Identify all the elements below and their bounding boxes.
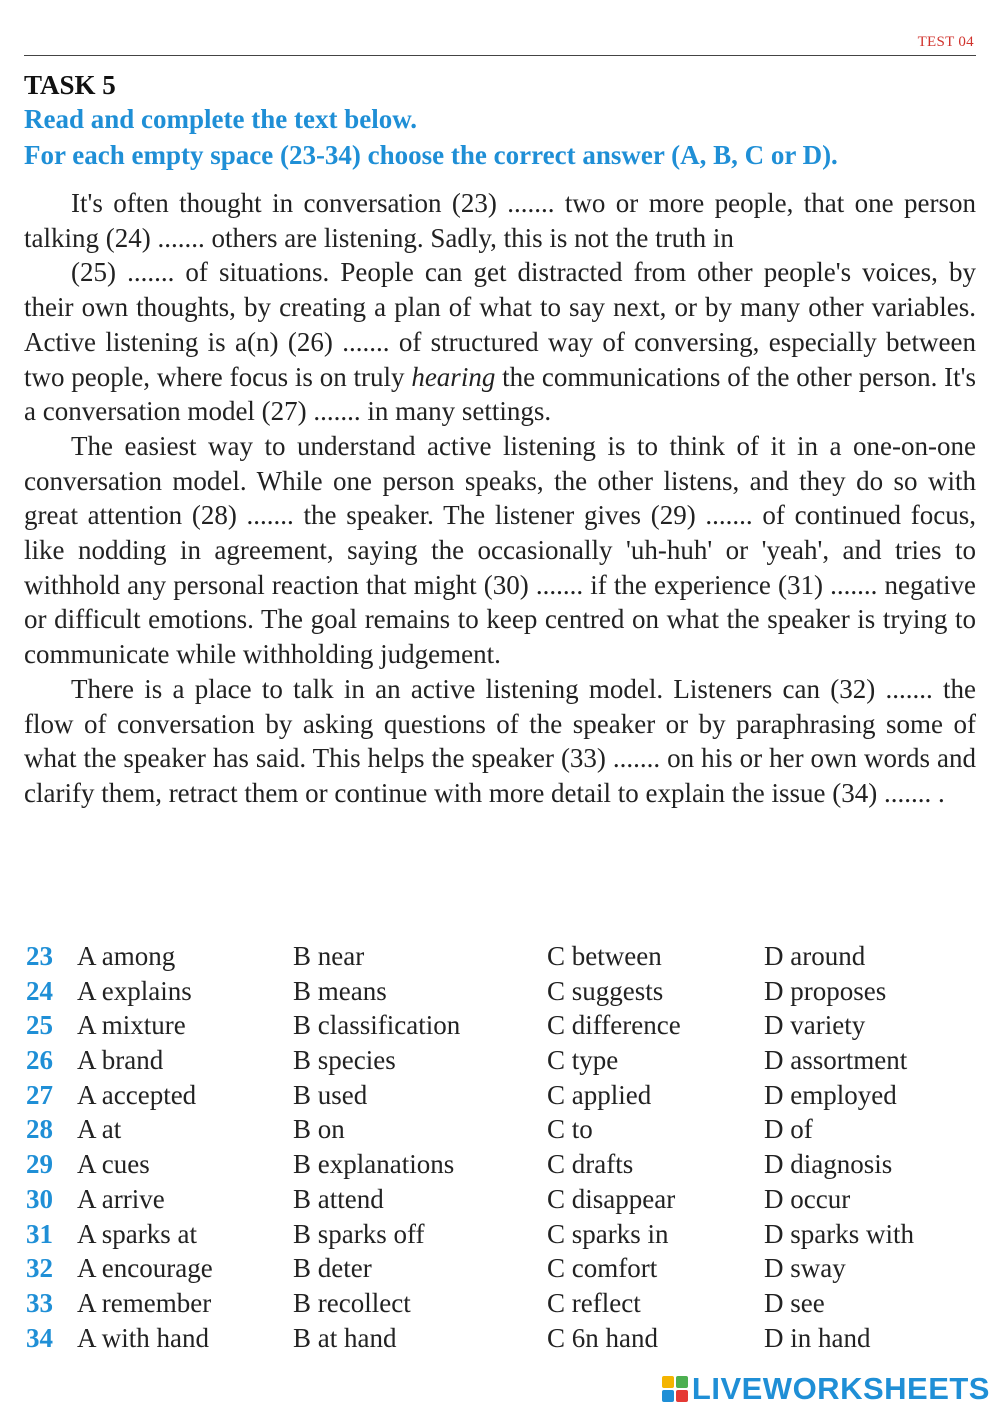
option-b[interactable]: B sparks off (293, 1218, 425, 1249)
option-d[interactable]: D sway (764, 1253, 846, 1284)
option-c[interactable]: C between (547, 941, 662, 971)
option-a[interactable]: A explains (77, 975, 192, 1006)
option-d[interactable]: D diagnosis (764, 1149, 893, 1180)
instruction-read: Read and complete the text below. (24, 104, 417, 134)
option-d[interactable]: D occur (764, 1183, 851, 1214)
option-b[interactable]: B at hand (293, 1322, 397, 1353)
logo-square-4 (676, 1390, 688, 1402)
option-c[interactable]: C reflect (547, 1287, 641, 1318)
option-c[interactable]: C difference (547, 1010, 681, 1041)
option-a[interactable]: A at (77, 1114, 122, 1145)
passage-paragraph-4: There is a place to talk in an active listening model. Listeners can (32) ....... the flow of conversation by asking questions of the speaker or by paraphrasing some of what the speaker has said. This helps the speaker (33) ....... on his or her own words and clarify them, retract them or continue with more detail to explain the issue (34) ....... . (24, 673, 976, 808)
option-a[interactable]: A mixture (77, 1010, 186, 1041)
logo-square-2 (676, 1376, 688, 1388)
question-number: 31 (26, 1218, 53, 1249)
option-c[interactable]: C 6n hand (547, 1322, 658, 1353)
option-c[interactable]: C drafts (547, 1149, 634, 1180)
question-number: 34 (26, 1322, 53, 1353)
question-number: 29 (26, 1149, 53, 1180)
question-row (24, 939, 976, 974)
question-row (24, 1217, 976, 1252)
option-d[interactable]: D assortment (764, 1045, 908, 1076)
question-row (24, 1182, 976, 1217)
option-c[interactable]: C suggests (547, 975, 664, 1006)
option-d[interactable]: D around (764, 941, 866, 971)
test-label: TEST 04 (917, 34, 974, 50)
header-rule (24, 55, 976, 56)
option-d[interactable]: D in hand (764, 1322, 871, 1353)
option-a[interactable]: A accepted (77, 1079, 197, 1110)
option-b[interactable]: B on (293, 1114, 345, 1145)
option-d[interactable]: D employed (764, 1079, 897, 1110)
question-row (24, 1043, 976, 1078)
option-c[interactable]: C disappear (547, 1183, 676, 1214)
passage-paragraph-2-end: the communications of the other person. It's a conversation model (27) ....... in many settings. (24, 361, 976, 427)
task-title: TASK 5 (24, 70, 116, 100)
question-number: 27 (26, 1079, 53, 1110)
option-a[interactable]: A with hand (77, 1322, 209, 1353)
option-c[interactable]: C comfort (547, 1253, 658, 1284)
option-d[interactable]: D proposes (764, 975, 887, 1006)
question-number: 25 (26, 1010, 53, 1041)
option-a[interactable]: A sparks at (77, 1218, 197, 1249)
option-c[interactable]: C to (547, 1114, 593, 1145)
question-row (24, 974, 976, 1009)
option-d[interactable]: D variety (764, 1010, 866, 1041)
reading-passage (24, 186, 976, 811)
logo-square-1 (662, 1376, 674, 1388)
liveworksheets-logo-text: LIVEWORKSHEETS (691, 1371, 990, 1406)
option-b[interactable]: B classification (293, 1010, 461, 1041)
option-c[interactable]: C type (547, 1045, 619, 1076)
question-number: 24 (26, 975, 53, 1006)
liveworksheets-logo (662, 1371, 990, 1407)
question-number: 30 (26, 1183, 53, 1214)
question-number: 28 (26, 1114, 53, 1145)
option-b[interactable]: B means (293, 975, 387, 1006)
option-b[interactable]: B deter (293, 1253, 372, 1284)
option-b[interactable]: B attend (293, 1183, 384, 1214)
question-row (24, 1078, 976, 1113)
question-number: 32 (26, 1253, 53, 1284)
option-a[interactable]: A brand (77, 1045, 164, 1076)
question-number: 23 (26, 941, 53, 971)
option-a[interactable]: A among (77, 941, 176, 971)
instruction-choose: For each empty space (23-34) choose the correct answer (A, B, C or D). (24, 140, 838, 170)
option-a[interactable]: A cues (77, 1149, 150, 1180)
option-d[interactable]: D of (764, 1114, 813, 1145)
question-row (24, 1286, 976, 1321)
passage-emphasis: hearing (411, 361, 496, 392)
question-number: 33 (26, 1287, 53, 1318)
passage-paragraph-3: The easiest way to understand active listening is to think of it in a one-on-one conversation model. While one person speaks, the other listens, and they do so with great attention (28) ....... the speaker. The listener gives (29) ....... of continued focus, like nodding in agreement, saying the occasionally 'uh-huh' or 'yeah', and tries to withhold any personal reaction that might (30) ....... if the experience (31) ....... negative or difficult emotions. The goal remains to keep centred on what the speaker is trying to communicate while withholding judgement. (24, 430, 976, 670)
question-row (24, 1251, 976, 1286)
answer-options (24, 939, 976, 1355)
question-row (24, 1147, 976, 1182)
option-b[interactable]: B used (293, 1079, 368, 1110)
option-a[interactable]: A remember (77, 1287, 212, 1318)
option-d[interactable]: D see (764, 1287, 825, 1318)
option-c[interactable]: C applied (547, 1079, 652, 1110)
option-b[interactable]: B species (293, 1045, 396, 1076)
liveworksheets-logo-icon (662, 1376, 688, 1402)
option-b[interactable]: B recollect (293, 1287, 411, 1318)
passage-paragraph-1: It's often thought in conversation (23) ....... two or more people, that one person talking (24) ....... others are listening. Sadly, this is not the truth in (24, 188, 976, 253)
option-b[interactable]: B explanations (293, 1149, 455, 1180)
passage-paragraph-2-text: (25) ....... of situations. People can get distracted from other people's voices, by their own thoughts, by creating a plan of what to say next, or by many other variables. Active listening is a(n) (26) ....... of structured way of conversing, especially between two people, where focus is on truly (24, 257, 976, 392)
question-number: 26 (26, 1045, 53, 1076)
question-row (24, 1008, 976, 1043)
passage-paragraph-2 (24, 255, 976, 429)
option-c[interactable]: C sparks in (547, 1218, 669, 1249)
option-a[interactable]: A arrive (77, 1183, 165, 1214)
option-d[interactable]: D sparks with (764, 1218, 914, 1249)
option-b[interactable]: B near (293, 941, 365, 971)
question-row (24, 1321, 976, 1356)
logo-square-3 (662, 1390, 674, 1402)
option-a[interactable]: A encourage (77, 1253, 213, 1284)
question-row (24, 1112, 976, 1147)
